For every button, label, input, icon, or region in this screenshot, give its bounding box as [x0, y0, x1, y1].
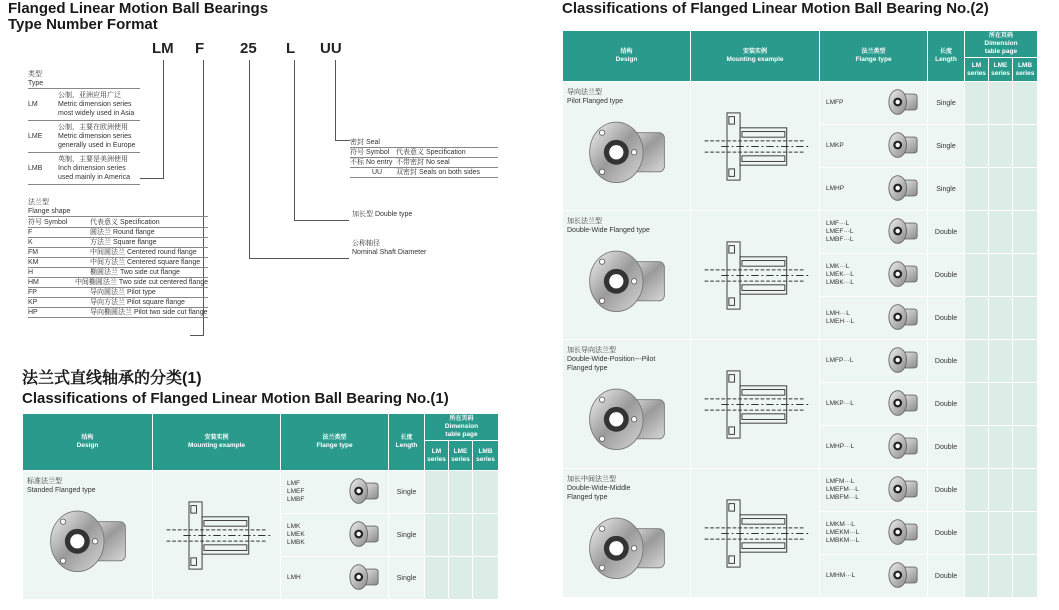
dimension-page-cell — [989, 168, 1013, 211]
mounting-diagram — [699, 475, 811, 592]
flange-type-code: LMH···L — [826, 310, 850, 317]
mounting-cell — [691, 340, 820, 469]
dimension-page-cell — [1013, 297, 1038, 340]
shaft-label-cn: 公称轴径 — [352, 240, 380, 247]
flange-shape-row: F 圆法兰 Round flange — [28, 228, 208, 238]
dimension-page-cell — [965, 555, 989, 598]
design-cell — [23, 471, 153, 600]
dimension-page-cell — [965, 211, 989, 254]
col-dimension: 所在页码 Dimension table page — [425, 414, 499, 441]
table-row — [23, 471, 499, 514]
length-cell: Double — [928, 383, 965, 426]
col-structure: 结构 Design — [563, 31, 691, 82]
code-f: F — [195, 40, 205, 57]
design-cell — [563, 211, 691, 340]
dimension-page-cell — [965, 426, 989, 469]
dimension-page-cell — [965, 512, 989, 555]
dimension-page-cell — [965, 254, 989, 297]
format-title: Flanged Linear Motion Ball Bearings — [8, 0, 269, 17]
length-cell: Single — [928, 125, 965, 168]
dimension-page-cell — [1013, 82, 1038, 125]
col-structure: 结构 Design — [23, 414, 153, 471]
dimension-page-cell — [989, 82, 1013, 125]
flange-type-code: LMHP — [826, 185, 845, 192]
flange-type-code: LMBF···L — [826, 236, 854, 243]
flange-type-code: LMBFM···L — [826, 494, 859, 501]
flange-type-code: LMBK — [287, 539, 305, 546]
flange-type-cell — [281, 514, 389, 557]
bearing-photo — [571, 373, 683, 462]
flange-type-code: LMHP···L — [826, 443, 855, 450]
flange-type-cell — [820, 555, 928, 598]
flange-type-code: LMF···L — [826, 220, 850, 227]
bearing-photo — [571, 106, 683, 195]
flange-type-code: LMFP···L — [826, 357, 854, 364]
flange-type-cell — [281, 471, 389, 514]
flange-type-thumbnail — [885, 388, 921, 418]
flange-type-thumbnail — [885, 130, 921, 160]
flange-type-code: LMBK···L — [826, 279, 854, 286]
flange-type-cell — [281, 557, 389, 600]
flange-type-thumbnail — [885, 474, 921, 504]
code-lm: LM — [152, 40, 174, 57]
flange-type-thumbnail — [885, 173, 921, 203]
flange-shape-row: KM 中间方法兰 Centered square flange — [28, 258, 208, 268]
flange-shape-row: K 方法兰 Square flange — [28, 238, 208, 248]
col-lm-series: LM series — [425, 441, 449, 471]
dimension-page-cell — [449, 557, 473, 600]
shaft-label-en: Nominal Shaft Diameter — [352, 249, 427, 256]
flange-type-cell — [820, 211, 928, 254]
flange-shape-row: H 椭圆法兰 Two side cut flange — [28, 268, 208, 278]
dimension-page-cell — [1013, 383, 1038, 426]
col-mounting: 安装实例 Mounting example — [691, 31, 820, 82]
flange-type-code: LMEK···L — [826, 271, 854, 278]
type-header-en: Type — [28, 79, 140, 89]
flange-type-cell — [820, 82, 928, 125]
design-cell — [563, 82, 691, 211]
col-mounting: 安装实例 Mounting example — [153, 414, 281, 471]
dimension-page-cell — [1013, 168, 1038, 211]
seal-block — [350, 138, 498, 178]
type-header-cn: 类型 — [28, 71, 42, 78]
flange-type-code: LMKP···L — [826, 400, 854, 407]
design-name-en: Double-Wide-Position---Pilot — [567, 356, 656, 363]
type-row: LMB 英制，主要是美洲使用 Inch dimension series used mainly in America — [28, 153, 140, 185]
flange-type-code: LMK — [287, 523, 301, 530]
design-cell — [563, 469, 691, 598]
mounting-diagram — [161, 477, 273, 594]
length-cell: Single — [928, 82, 965, 125]
code-l: L — [286, 40, 296, 57]
section1-table — [22, 413, 499, 600]
flange-type-thumbnail — [346, 519, 382, 549]
table-row — [563, 340, 1038, 383]
dimension-page-cell — [989, 469, 1013, 512]
length-cell: Single — [389, 514, 425, 557]
dimension-page-cell — [989, 340, 1013, 383]
flange-type-thumbnail — [885, 431, 921, 461]
length-cell: Double — [928, 297, 965, 340]
format-subtitle: Type Number Format — [8, 16, 158, 33]
col-length: 长度 Length — [389, 414, 425, 471]
flange-type-thumbnail — [885, 216, 921, 246]
dimension-page-cell — [989, 555, 1013, 598]
dimension-page-cell — [989, 426, 1013, 469]
flange-type-cell — [820, 297, 928, 340]
length-cell: Double — [928, 469, 965, 512]
dimension-page-cell — [989, 211, 1013, 254]
flange-type-code: LMEF···L — [826, 228, 854, 235]
mounting-diagram — [699, 217, 811, 334]
design-name-en: Pilot Flanged type — [567, 98, 624, 105]
mounting-cell — [153, 471, 281, 600]
length-cell: Single — [389, 471, 425, 514]
table-row — [563, 82, 1038, 125]
section1-title-en: Classifications of Flanged Linear Motion Ball Bearing No.(1) — [22, 390, 449, 407]
design-name-en: Flanged type — [567, 494, 608, 501]
flange-type-code: LMBF — [287, 496, 305, 503]
design-name-cn: 加长导向法兰型 — [567, 347, 616, 354]
dimension-page-cell — [989, 125, 1013, 168]
seal-row: 不标 No entry 不带密封 No seal — [350, 158, 498, 168]
design-name-cn: 加长中间法兰型 — [567, 476, 616, 483]
mounting-cell — [691, 211, 820, 340]
flange-type-cell — [820, 168, 928, 211]
col-length: 长度 Length — [928, 31, 965, 82]
seal-row: UU 双密封 Seals on both sides — [350, 168, 498, 178]
bearing-photo — [32, 495, 144, 584]
flange-shape-row: HM 中间椭圆法兰 Two side cut centered flange — [28, 279, 208, 286]
dimension-page-cell — [449, 514, 473, 557]
length-cell: Double — [928, 340, 965, 383]
dimension-page-cell — [1013, 555, 1038, 598]
col-dimension: 所在页码 Dimension table page — [965, 31, 1038, 58]
mounting-diagram — [699, 88, 811, 205]
length-cell: Double — [928, 555, 965, 598]
connector-line — [140, 178, 164, 179]
flange-type-code: LMFM···L — [826, 478, 855, 485]
design-name-en: Flanged type — [567, 365, 608, 372]
code-uu: UU — [320, 40, 342, 57]
dimension-page-cell — [989, 512, 1013, 555]
type-block — [28, 70, 140, 185]
design-name-cn: 标准法兰型 — [27, 478, 62, 485]
col-lmb-series: LMB series — [1013, 58, 1038, 82]
flange-type-code: LMEF — [287, 488, 305, 495]
col-lme-series: LME series — [989, 58, 1013, 82]
length-cell: Single — [928, 168, 965, 211]
mounting-diagram — [699, 346, 811, 463]
flange-type-cell — [820, 469, 928, 512]
flange-type-code: LMH — [287, 574, 301, 581]
design-name-en: Double-Wide-Middle — [567, 485, 631, 492]
flange-type-code: LMBKM···L — [826, 537, 860, 544]
bearing-photo — [571, 502, 683, 591]
flange-type-thumbnail — [885, 345, 921, 375]
dimension-page-cell — [1013, 340, 1038, 383]
length-label: 加长型 Double type — [352, 211, 413, 218]
connector-line — [294, 60, 295, 220]
length-cell: Single — [389, 557, 425, 600]
design-name-cn: 加长法兰型 — [567, 218, 602, 225]
connector-line — [190, 335, 204, 336]
flange-type-cell — [820, 125, 928, 168]
flange-type-thumbnail — [885, 259, 921, 289]
dimension-page-cell — [425, 557, 449, 600]
length-cell: Double — [928, 512, 965, 555]
design-name-en: Double-Wide Flanged type — [567, 227, 650, 234]
dimension-page-cell — [965, 383, 989, 426]
seal-row: 符号 Symbol 代表意义 Specification — [350, 148, 498, 158]
dimension-page-cell — [965, 168, 989, 211]
seal-header: 密封 Seal — [350, 138, 498, 148]
bearing-photo — [571, 235, 683, 324]
dimension-page-cell — [989, 383, 1013, 426]
connector-line — [335, 60, 336, 140]
connector-line — [294, 220, 349, 221]
dimension-page-cell — [965, 82, 989, 125]
flange-shape-row: 符号 Symbol 代表意义 Specification — [28, 218, 208, 228]
flange-type-thumbnail — [346, 476, 382, 506]
col-lm-series: LM series — [965, 58, 989, 82]
flange-type-cell — [820, 254, 928, 297]
dimension-page-cell — [449, 471, 473, 514]
flange-type-thumbnail — [885, 302, 921, 332]
length-cell: Double — [928, 426, 965, 469]
dimension-page-cell — [965, 340, 989, 383]
design-name-en: Standed Flanged type — [27, 487, 96, 494]
dimension-page-cell — [965, 125, 989, 168]
type-row: LM 公制，亚洲应用广泛 Metric dimension series most widely used in Asia — [28, 89, 140, 121]
dimension-page-cell — [965, 297, 989, 340]
col-flange-type: 法兰类型 Flange type — [820, 31, 928, 82]
flange-type-code: LMK···L — [826, 263, 850, 270]
table-row — [563, 469, 1038, 512]
dimension-page-cell — [965, 469, 989, 512]
dimension-page-cell — [989, 297, 1013, 340]
length-cell: Double — [928, 254, 965, 297]
flange-type-thumbnail — [885, 517, 921, 547]
flange-type-code: LMFP — [826, 99, 844, 106]
dimension-page-cell — [1013, 512, 1038, 555]
flange-type-thumbnail — [346, 562, 382, 592]
dimension-page-cell — [1013, 211, 1038, 254]
dimension-page-cell — [1013, 426, 1038, 469]
dimension-page-cell — [425, 471, 449, 514]
dimension-page-cell — [1013, 254, 1038, 297]
flange-header-cn: 法兰型 — [28, 199, 49, 206]
connector-line — [249, 60, 250, 258]
code-25: 25 — [240, 40, 257, 57]
mounting-cell — [691, 469, 820, 598]
flange-type-code: LMEH···L — [826, 318, 855, 325]
dimension-page-cell — [1013, 125, 1038, 168]
col-lme-series: LME series — [449, 441, 473, 471]
dimension-page-cell — [473, 557, 499, 600]
flange-type-thumbnail — [885, 560, 921, 590]
col-lmb-series: LMB series — [473, 441, 499, 471]
table-row — [563, 211, 1038, 254]
flange-type-code: LMKM···L — [826, 521, 855, 528]
flange-type-cell — [820, 383, 928, 426]
dimension-page-cell — [473, 471, 499, 514]
dimension-page-cell — [1013, 469, 1038, 512]
flange-type-cell — [820, 426, 928, 469]
flange-type-code: LMEK — [287, 531, 305, 538]
connector-line — [335, 140, 350, 141]
flange-shape-row: FP 导向圆法兰 Pilot type — [28, 288, 208, 298]
flange-type-cell — [820, 340, 928, 383]
flange-type-code: LMF — [287, 480, 300, 487]
section2-table — [562, 30, 1038, 598]
mounting-cell — [691, 82, 820, 211]
flange-type-code: LMHM···L — [826, 572, 856, 579]
design-cell — [563, 340, 691, 469]
flange-shape-row: FM 中间圆法兰 Centered round flange — [28, 248, 208, 258]
connector-line — [249, 258, 349, 259]
flange-shape-row: KP 导向方法兰 Pilot square flange — [28, 298, 208, 308]
flange-type-thumbnail — [885, 87, 921, 117]
flange-shape-row: HP 导向椭圆法兰 Pilot two side cut flange — [28, 309, 208, 316]
type-row: LME 公制，主要在欧洲使用 Metric dimension series generally used in Europe — [28, 121, 140, 153]
connector-line — [163, 60, 164, 178]
design-name-cn: 导向法兰型 — [567, 89, 602, 96]
flange-type-cell — [820, 512, 928, 555]
flange-header-en: Flange shape — [28, 207, 208, 217]
dimension-page-cell — [425, 514, 449, 557]
dimension-page-cell — [989, 254, 1013, 297]
flange-type-code: LMEKM···L — [826, 529, 860, 536]
length-cell: Double — [928, 211, 965, 254]
flange-rows — [28, 218, 208, 318]
flange-type-code: LMEFM···L — [826, 486, 859, 493]
flange-shape-block — [28, 198, 208, 318]
flange-type-code: LMKP — [826, 142, 844, 149]
col-flange-type: 法兰类型 Flange type — [281, 414, 389, 471]
dimension-page-cell — [473, 514, 499, 557]
section1-title-cn: 法兰式直线轴承的分类(1) — [22, 370, 202, 387]
section2-title: Classifications of Flanged Linear Motion Ball Bearing No.(2) — [562, 0, 989, 17]
